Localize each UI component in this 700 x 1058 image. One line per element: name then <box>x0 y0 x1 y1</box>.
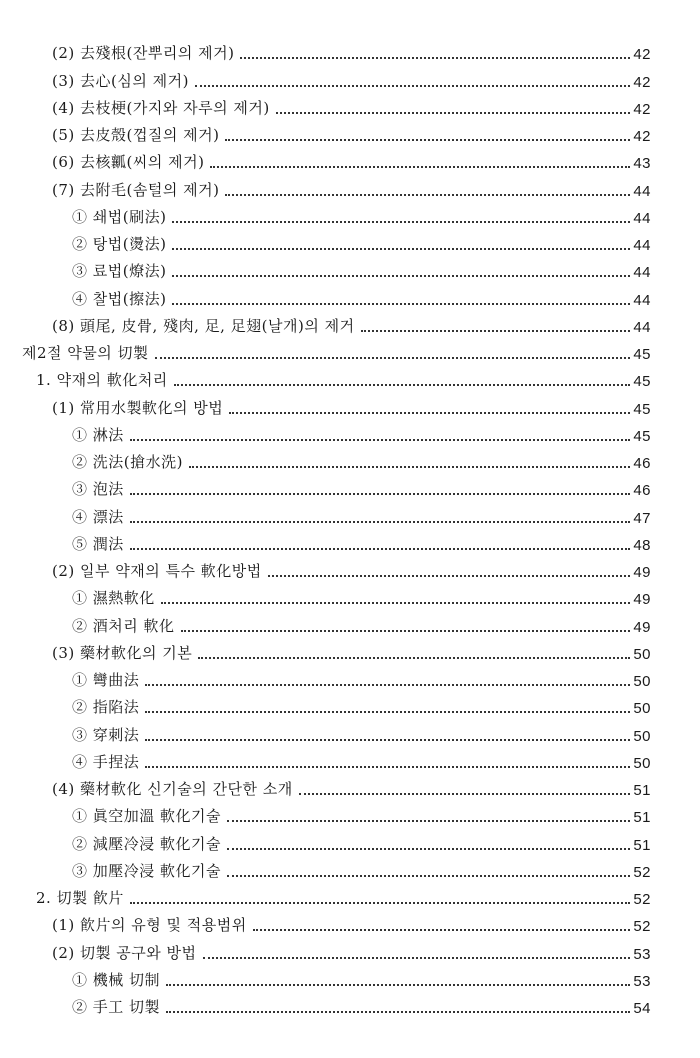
dot-leader <box>145 765 630 768</box>
toc-entry-page: 44 <box>633 237 651 254</box>
toc-entry <box>0 499 700 526</box>
toc-entry-title: ③ 료법(燎法) <box>72 262 167 281</box>
toc-entry <box>0 36 700 63</box>
toc-entry-page: 50 <box>633 727 651 745</box>
toc-entry-page: 50 <box>633 645 651 663</box>
toc-entry-page: 51 <box>633 782 651 799</box>
toc-entry-page: 43 <box>633 155 651 173</box>
dot-leader <box>227 819 630 822</box>
toc-entry-page: 44 <box>633 264 651 282</box>
toc-entry-page: 45 <box>633 427 651 445</box>
toc-entry-page: 42 <box>633 100 651 118</box>
dot-leader <box>145 683 630 686</box>
dot-leader <box>189 465 630 468</box>
toc-entry <box>0 336 700 363</box>
toc-entry <box>0 963 700 990</box>
dot-leader <box>172 302 630 305</box>
toc-entry <box>0 472 700 499</box>
toc-entry-title: (2) 일부 약재의 특수 軟化방법 <box>52 562 262 580</box>
dot-leader <box>299 792 631 795</box>
dot-leader <box>130 492 631 495</box>
toc-entry <box>0 63 700 90</box>
toc-entry-page: 48 <box>633 536 651 554</box>
dot-leader <box>130 520 631 523</box>
toc-entry-title: 1. 약재의 軟化처리 <box>36 371 168 390</box>
dot-leader <box>225 193 630 196</box>
dot-leader <box>172 247 630 250</box>
toc-entry <box>0 445 700 472</box>
toc-entry <box>0 990 700 1017</box>
toc-entry-title: (7) 去附毛(솜털의 제거) <box>52 180 220 199</box>
toc-entry-title: (3) 去心(심의 제거) <box>52 71 189 90</box>
toc-entry-title: ② 減壓冷浸 軟化기술 <box>72 834 222 853</box>
toc-entry-page: 52 <box>633 863 651 881</box>
toc-entry-title: (2) 去殘根(잔뿌리의 제거) <box>52 44 235 63</box>
toc-entry-page: 49 <box>633 564 651 581</box>
toc-entry-page: 45 <box>633 346 651 363</box>
dot-leader <box>161 601 631 604</box>
toc-entry-page: 44 <box>633 291 651 309</box>
toc-entry-page: 52 <box>633 891 651 908</box>
dot-leader <box>172 220 630 223</box>
toc-entry-title: ① 淋法 <box>72 425 124 444</box>
toc-entry-title: (1) 常用水製軟化의 방법 <box>52 398 224 417</box>
toc-entry <box>0 935 700 962</box>
toc-entry <box>0 799 700 826</box>
toc-entry-page: 49 <box>633 618 651 636</box>
toc-entry-page: 50 <box>633 673 651 690</box>
toc-entry-title: (5) 去皮殼(껍질의 제거) <box>52 126 220 144</box>
toc-entry <box>0 527 700 554</box>
toc-entry <box>0 717 700 744</box>
toc-entry <box>0 172 700 199</box>
toc-entry <box>0 908 700 935</box>
dot-leader <box>130 901 630 904</box>
dot-leader <box>227 874 630 877</box>
toc-entry <box>0 663 700 690</box>
dot-leader <box>361 329 631 332</box>
dot-leader <box>227 847 630 850</box>
dot-leader <box>172 274 630 277</box>
toc-entry <box>0 363 700 390</box>
toc-entry-page: 42 <box>633 128 651 145</box>
toc-entry-page: 53 <box>633 945 651 963</box>
toc-entry <box>0 745 700 772</box>
toc-entry-title: ② 手工 切製 <box>72 998 161 1016</box>
toc-entry-page: 45 <box>633 373 651 391</box>
toc-entry-title: ④ 手捏法 <box>72 752 140 771</box>
dot-leader <box>145 738 630 741</box>
toc-entry <box>0 200 700 227</box>
toc-entry-title: ④ 찰법(擦法) <box>72 289 167 308</box>
toc-entry-page: 52 <box>633 918 651 936</box>
toc-entry-title: ① 쇄법(刷法) <box>72 207 167 226</box>
toc-entry <box>0 772 700 799</box>
toc-entry <box>0 418 700 445</box>
toc-entry-title: (1) 飮片의 유형 및 적용범위 <box>52 916 247 935</box>
toc-entry-title: ② 탕법(燙法) <box>72 235 167 253</box>
dot-leader <box>268 574 631 577</box>
toc-entry-title: ① 機械 切制 <box>72 970 161 989</box>
toc-entry-title: 2. 切製 飮片 <box>36 889 124 907</box>
toc-entry <box>0 254 700 281</box>
toc-entry-title: (8) 頭尾, 皮骨, 殘肉, 足, 足翅(날개)의 제거 <box>52 316 355 335</box>
toc-entry <box>0 281 700 308</box>
toc-entry-title: ① 眞空加溫 軟化기술 <box>72 807 222 826</box>
dot-leader <box>174 383 631 386</box>
toc-entry-page: 50 <box>633 754 651 772</box>
toc-entry-title: (4) 藥材軟化 신기술의 간단한 소개 <box>52 780 293 798</box>
toc-entry-page: 46 <box>633 455 651 472</box>
toc-entry <box>0 690 700 717</box>
toc-entry-page: 42 <box>633 46 651 64</box>
toc-entry <box>0 227 700 254</box>
toc-entry-title: ⑤ 潤法 <box>72 534 124 553</box>
toc-entry-page: 54 <box>633 1000 651 1017</box>
toc-entry <box>0 91 700 118</box>
dot-leader <box>240 56 630 59</box>
toc-entry <box>0 309 700 336</box>
toc-entry <box>0 636 700 663</box>
dot-leader <box>198 656 630 659</box>
toc-entry <box>0 881 700 908</box>
toc-entry-title: ④ 漂法 <box>72 507 124 526</box>
dot-leader <box>225 138 630 141</box>
toc-entry-title: (6) 去核瓤(씨의 제거) <box>52 153 205 172</box>
toc-entry <box>0 145 700 172</box>
dot-leader <box>130 547 631 550</box>
toc-entry-title: (3) 藥材軟化의 기본 <box>52 643 193 662</box>
toc-entry-title: ② 洗法(搶水洗) <box>72 453 183 471</box>
toc-entry <box>0 581 700 608</box>
toc-entry <box>0 554 700 581</box>
toc-entry-page: 51 <box>633 809 651 827</box>
dot-leader <box>195 84 630 87</box>
toc-entry-page: 44 <box>633 182 651 200</box>
toc-entry-page: 49 <box>633 591 651 609</box>
dot-leader <box>210 165 630 168</box>
dot-leader <box>166 983 630 986</box>
toc-entry-title: (2) 切製 공구와 방법 <box>52 943 197 962</box>
dot-leader <box>276 111 631 114</box>
toc-entry-page: 42 <box>633 73 651 91</box>
dot-leader <box>181 629 631 632</box>
toc-entry-title: ③ 加壓冷浸 軟化기술 <box>72 861 222 880</box>
toc-entry <box>0 118 700 145</box>
toc-entry-page: 50 <box>633 700 651 718</box>
dot-leader <box>166 1010 630 1013</box>
toc-entry-title: ① 彎曲法 <box>72 671 140 689</box>
toc-entry-page: 44 <box>633 318 651 336</box>
toc-entry <box>0 854 700 881</box>
toc-entry-page: 47 <box>633 509 651 527</box>
dot-leader <box>203 956 631 959</box>
toc-entry-title: ① 濕熱軟化 <box>72 589 155 608</box>
toc-entry <box>0 390 700 417</box>
toc-entry-page: 51 <box>633 836 651 854</box>
toc-entry-page: 45 <box>633 400 651 418</box>
dot-leader <box>253 928 631 931</box>
dot-leader <box>155 356 631 359</box>
toc-entry <box>0 826 700 853</box>
toc-entry-title: ② 酒처리 軟化 <box>72 616 175 635</box>
table-of-contents <box>0 36 700 1017</box>
dot-leader <box>130 438 631 441</box>
toc-entry-title: ② 指陷法 <box>72 698 140 717</box>
toc-entry-page: 53 <box>633 972 651 990</box>
dot-leader <box>229 411 630 414</box>
toc-entry-title: ③ 泡法 <box>72 480 124 499</box>
toc-entry-title: 제2절 약물의 切製 <box>22 344 149 362</box>
toc-entry-page: 44 <box>633 209 651 227</box>
toc-entry-page: 46 <box>633 482 651 500</box>
toc-entry <box>0 608 700 635</box>
toc-entry-title: (4) 去枝梗(가지와 자루의 제거) <box>52 98 270 117</box>
toc-entry-title: ③ 穿刺法 <box>72 725 140 744</box>
dot-leader <box>145 710 630 713</box>
